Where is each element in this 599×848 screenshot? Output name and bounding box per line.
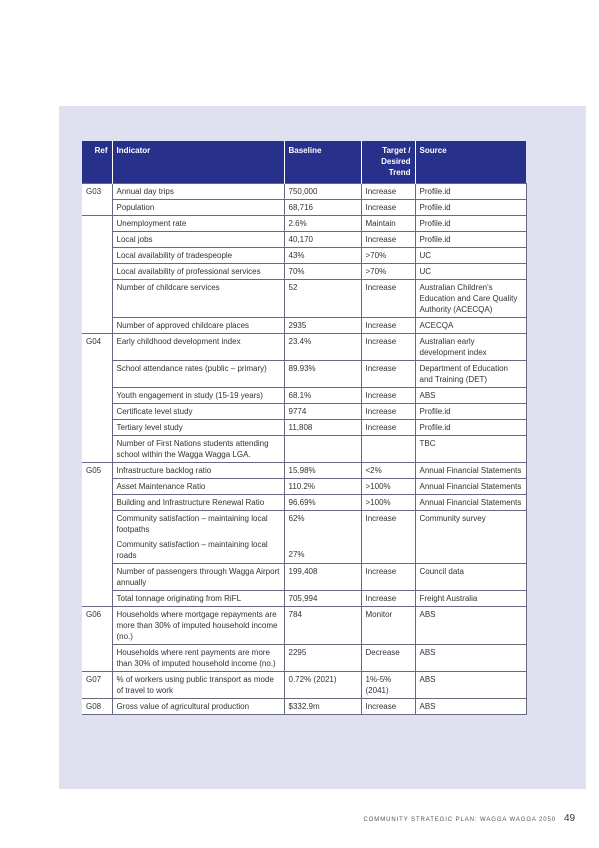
- table-row: [82, 672, 526, 699]
- baseline-cell: 15.98%: [284, 463, 361, 479]
- baseline-cell: 110.2%: [284, 479, 361, 495]
- source-cell: Profile.id: [415, 404, 526, 420]
- header-baseline: Baseline: [284, 141, 361, 184]
- target-cell: Increase: [361, 511, 415, 564]
- table-row: [82, 318, 526, 334]
- indicator-cell: Local availability of professional services: [112, 264, 284, 280]
- indicator-cell: Total tonnage originating from RiFL: [112, 591, 284, 607]
- ref-cell: G07: [82, 672, 112, 699]
- target-cell: Increase: [361, 420, 415, 436]
- baseline-cell: 40,170: [284, 232, 361, 248]
- table-row: [82, 361, 526, 388]
- header-target-line-1: Target /: [382, 146, 411, 155]
- table-row: [82, 479, 526, 495]
- indicator-cell: Local availability of tradespeople: [112, 248, 284, 264]
- table-row: [82, 388, 526, 404]
- indicator-cell: Early childhood development index: [112, 334, 284, 361]
- baseline-cell: 705,994: [284, 591, 361, 607]
- baseline-cell: 89.93%: [284, 361, 361, 388]
- target-cell: Increase: [361, 591, 415, 607]
- source-cell: Australian early development index: [415, 334, 526, 361]
- target-cell: Monitor: [361, 607, 415, 645]
- table-row: [82, 607, 526, 645]
- ref-cell: G05: [82, 463, 112, 607]
- target-cell: >100%: [361, 495, 415, 511]
- source-cell: ABS: [415, 672, 526, 699]
- source-cell: ABS: [415, 645, 526, 672]
- baseline-cell: 2.6%: [284, 216, 361, 232]
- source-cell: Annual Financial Statements: [415, 463, 526, 479]
- header-target: [361, 141, 415, 184]
- page-number: 49: [564, 813, 576, 824]
- indicator-cell: Number of passengers through Wagga Airport annually: [112, 564, 284, 591]
- indicators-table: [82, 141, 527, 715]
- table-row: [82, 280, 526, 318]
- table-row: [82, 591, 526, 607]
- target-cell: Increase: [361, 280, 415, 318]
- source-cell: ABS: [415, 388, 526, 404]
- target-cell: Increase: [361, 200, 415, 216]
- target-cell: Increase: [361, 361, 415, 388]
- baseline-cell: 62%: [284, 511, 361, 538]
- source-cell: ABS: [415, 699, 526, 715]
- table-row: [82, 264, 526, 280]
- baseline-cell: 68.1%: [284, 388, 361, 404]
- table-row: [82, 200, 526, 216]
- baseline-cell: 68,716: [284, 200, 361, 216]
- table-row: [82, 184, 526, 200]
- source-cell: Profile.id: [415, 232, 526, 248]
- indicator-cell: % of workers using public transport as mode of travel to work: [112, 672, 284, 699]
- baseline-cell: [284, 436, 361, 463]
- baseline-cell: 52: [284, 280, 361, 318]
- target-cell: Maintain: [361, 216, 415, 232]
- source-cell: Department of Education and Training (DET): [415, 361, 526, 388]
- target-cell: Increase: [361, 184, 415, 200]
- target-cell: Increase: [361, 404, 415, 420]
- target-cell: >100%: [361, 479, 415, 495]
- indicator-cell: Number of approved childcare places: [112, 318, 284, 334]
- source-cell: UC: [415, 264, 526, 280]
- baseline-cell: 199,408: [284, 564, 361, 591]
- indicator-cell: Number of First Nations students attending school within the Wagga Wagga LGA.: [112, 436, 284, 463]
- indicator-cell: Population: [112, 200, 284, 216]
- ref-cell: G04: [82, 334, 112, 463]
- ref-cell: G03: [82, 184, 112, 216]
- source-cell: Community survey: [415, 511, 526, 564]
- indicator-cell: Youth engagement in study (15-19 years): [112, 388, 284, 404]
- table-row: [82, 495, 526, 511]
- indicator-cell: Number of childcare services: [112, 280, 284, 318]
- source-cell: TBC: [415, 436, 526, 463]
- indicator-cell: Tertiary level study: [112, 420, 284, 436]
- indicator-cell: Certificate level study: [112, 404, 284, 420]
- indicator-cell: Unemployment rate: [112, 216, 284, 232]
- table-row: [82, 436, 526, 463]
- table-row: [82, 511, 526, 538]
- header-target-line-2: Desired: [381, 157, 411, 166]
- indicator-cell: Infrastructure backlog ratio: [112, 463, 284, 479]
- table-row: [82, 216, 526, 232]
- header-target-line-3: Trend: [388, 168, 411, 177]
- baseline-cell: 27%: [284, 537, 361, 564]
- source-cell: Profile.id: [415, 200, 526, 216]
- baseline-cell: 784: [284, 607, 361, 645]
- indicator-cell: Building and Infrastructure Renewal Ratio: [112, 495, 284, 511]
- target-cell: Increase: [361, 564, 415, 591]
- table-row: [82, 232, 526, 248]
- indicator-cell: School attendance rates (public – primary): [112, 361, 284, 388]
- table-header-row: [82, 141, 526, 184]
- target-cell: <2%: [361, 463, 415, 479]
- baseline-cell: 43%: [284, 248, 361, 264]
- target-cell: Decrease: [361, 645, 415, 672]
- indicator-cell: Community satisfaction – maintaining local footpaths: [112, 511, 284, 538]
- target-cell: Increase: [361, 699, 415, 715]
- table-row: [82, 420, 526, 436]
- ref-cell: G06: [82, 607, 112, 672]
- target-cell: 1%-5% (2041): [361, 672, 415, 699]
- source-cell: ABS: [415, 607, 526, 645]
- source-cell: Annual Financial Statements: [415, 495, 526, 511]
- baseline-cell: 750,000: [284, 184, 361, 200]
- source-cell: Profile.id: [415, 216, 526, 232]
- table-row: [82, 645, 526, 672]
- table-row: [82, 564, 526, 591]
- target-cell: >70%: [361, 248, 415, 264]
- table-row: [82, 334, 526, 361]
- source-cell: Profile.id: [415, 420, 526, 436]
- baseline-cell: 0.72% (2021): [284, 672, 361, 699]
- header-ref: Ref: [82, 141, 112, 184]
- header-source: Source: [415, 141, 526, 184]
- table-row: [82, 699, 526, 715]
- target-cell: >70%: [361, 264, 415, 280]
- indicator-cell: Households where rent payments are more than 30% of imputed household income (no.): [112, 645, 284, 672]
- source-cell: UC: [415, 248, 526, 264]
- source-cell: Profile.id: [415, 184, 526, 200]
- target-cell: Increase: [361, 232, 415, 248]
- source-cell: Australian Children's Education and Care Quality Authority (ACECQA): [415, 280, 526, 318]
- source-cell: ACECQA: [415, 318, 526, 334]
- table-row: [82, 463, 526, 479]
- target-cell: Increase: [361, 388, 415, 404]
- source-cell: Freight Australia: [415, 591, 526, 607]
- baseline-cell: 70%: [284, 264, 361, 280]
- table-row: [82, 404, 526, 420]
- target-cell: [361, 436, 415, 463]
- ref-cell: G08: [82, 699, 112, 715]
- baseline-cell: 2935: [284, 318, 361, 334]
- indicator-cell: Local jobs: [112, 232, 284, 248]
- baseline-cell: 23.4%: [284, 334, 361, 361]
- target-cell: Increase: [361, 334, 415, 361]
- indicator-cell: Gross value of agricultural production: [112, 699, 284, 715]
- table-row: [82, 248, 526, 264]
- source-cell: Annual Financial Statements: [415, 479, 526, 495]
- indicator-cell: Asset Maintenance Ratio: [112, 479, 284, 495]
- baseline-cell: $332.9m: [284, 699, 361, 715]
- baseline-cell: 11,808: [284, 420, 361, 436]
- source-cell: Council data: [415, 564, 526, 591]
- baseline-cell: 96.69%: [284, 495, 361, 511]
- indicator-cell: Annual day trips: [112, 184, 284, 200]
- baseline-cell: 2295: [284, 645, 361, 672]
- ref-cell-empty: [82, 216, 112, 334]
- footer-title: COMMUNITY STRATEGIC PLAN: WAGGA WAGGA 2050: [363, 817, 556, 823]
- indicator-cell: Community satisfaction – maintaining local roads: [112, 537, 284, 564]
- header-indicator: Indicator: [112, 141, 284, 184]
- indicator-cell: Households where mortgage repayments are more than 30% of imputed household income (no.): [112, 607, 284, 645]
- baseline-cell: 9774: [284, 404, 361, 420]
- target-cell: Increase: [361, 318, 415, 334]
